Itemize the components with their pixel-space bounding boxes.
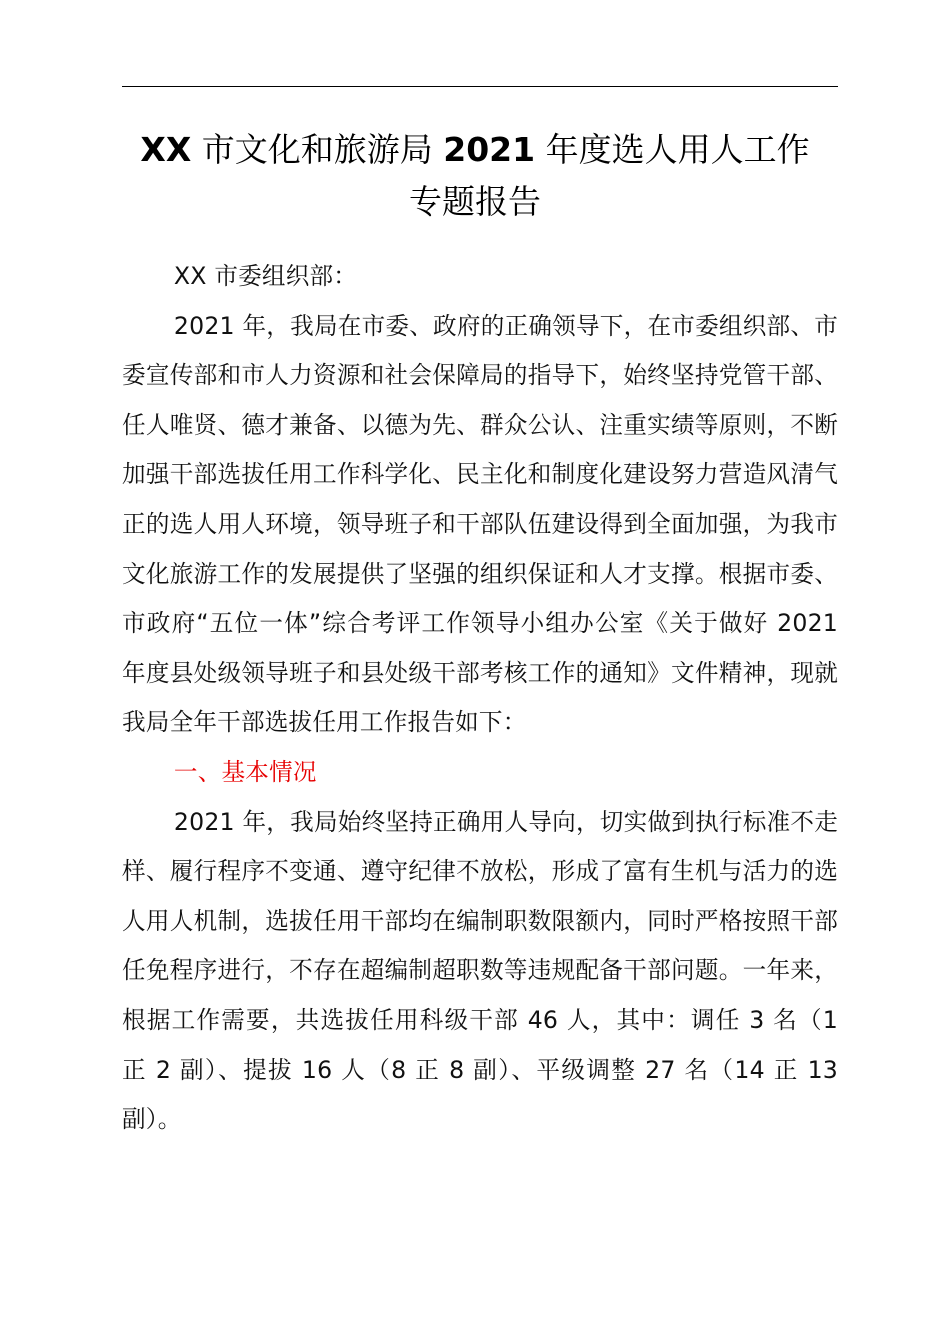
title-subject: 年度选人用人工作 [535, 130, 810, 169]
paragraph-intro: 2021 年，我局在市委、政府的正确领导下，在市委组织部、市委宣传部和市人力资源和社会保障局的指导下，始终坚持党管干部、任人唯贤、德才兼备、以德为先、群众公认、注重实绩等原则，不断加强干部选拔任用工作科学化、民主化和制度化建设努力营造风清气正的选人用人环境，领导班子和干部队伍建设得到全面加强，为我市文化旅游工作的发展提供了坚强的组织保证和人才支撑。根据市委、市政府“五位一体”综合考评工作领导小组办公室《关于做好 2021 年度县处级领导班子和县处级干部考核工作的通知》文件精神，现就我局全年干部选拔任用工作报告如下： [122, 311, 838, 737]
title-xx: XX [140, 130, 192, 169]
title-line-2: 专题报告 [409, 182, 541, 221]
title-year: 2021 [443, 130, 536, 169]
salutation: XX 市委组织部： [173, 262, 358, 290]
title-line-1 [100, 124, 850, 176]
paragraph-basic-situation: 2021 年，我局始终坚持正确用人导向，切实做到执行标准不走样、履行程序不变通、遵守纪律不放松，形成了富有生机与活力的选人用人机制，选拔任用干部均在编制职数限额内，同时严格按照干部任免程序进行，不存在超编制超职数等违规配备干部问题。一年来，根据工作需要，共选拔任用科级干部 46 人，其中：调任 3 名（1 正 2 副）、提拔 16 人（8 正 8 副）、平级调整 27 名（14 正 13 副）。 [122, 807, 838, 1134]
document-title [100, 124, 850, 228]
section-heading-basic: 一、基本情况 [173, 757, 317, 786]
header-rule [122, 86, 838, 87]
title-org: 市文化和旅游局 [191, 130, 444, 169]
document-body [122, 252, 838, 1145]
